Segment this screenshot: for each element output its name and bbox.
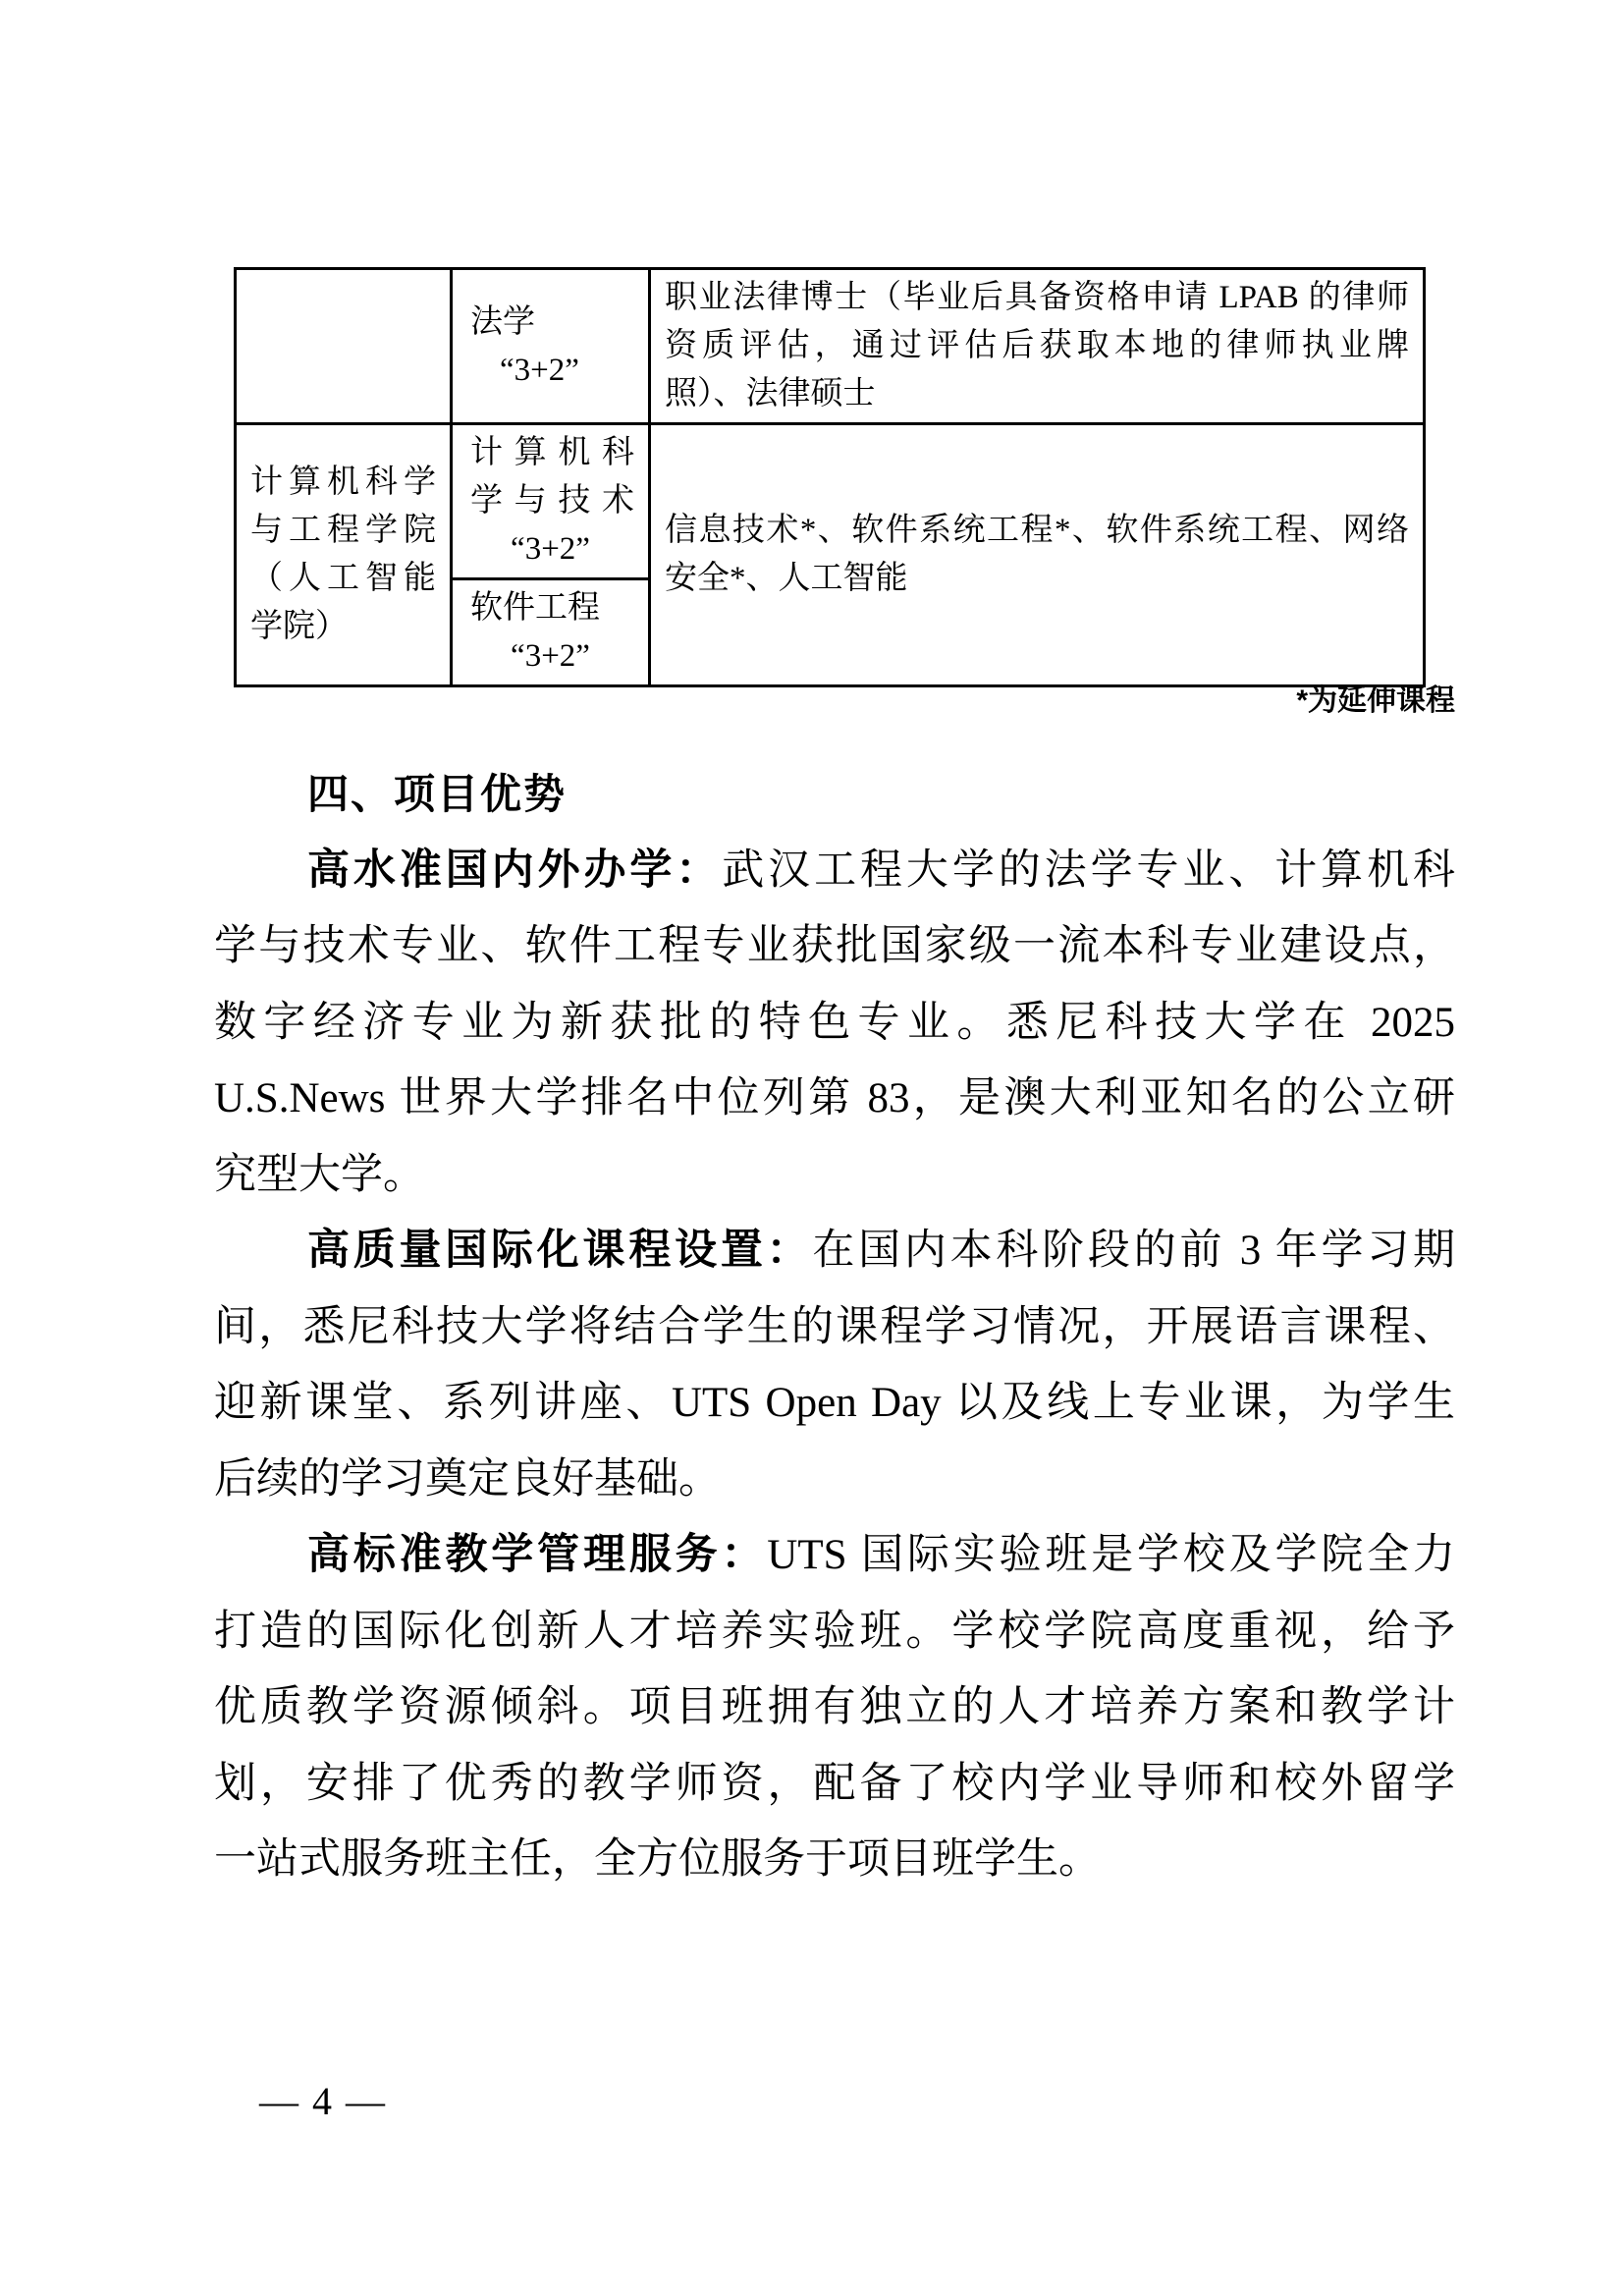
text-line: 软件工程: [470, 590, 600, 626]
body-line: [214, 833, 1455, 909]
paragraph-text: 迎新课堂、系列讲座、UTS Open Day 以及线上专业课，为学生: [214, 1380, 1455, 1426]
paragraph-text: 究型大学。: [214, 1151, 425, 1198]
section-body: [214, 756, 1455, 1898]
body-line: [214, 1061, 1455, 1137]
programs-table: [234, 267, 1426, 687]
paragraph-text: 划，安排了优秀的教学师资，配备了校内学业导师和校外留学: [214, 1760, 1455, 1807]
body-line: [214, 1213, 1455, 1289]
paragraph-lead: 高水准国内外办学：: [307, 846, 723, 894]
body-line: [214, 1442, 1455, 1518]
paragraph-text: 间，悉尼科技大学将结合学生的课程学习情况，开展语言课程、: [214, 1303, 1455, 1350]
paragraph-advantage-3: [214, 1517, 1455, 1898]
text-line: 学与技术: [470, 483, 634, 519]
text-line: 计算机科学: [250, 465, 436, 500]
paragraph-text: 打造的国际化创新人才培养实验班。学校学院高度重视，给予: [214, 1608, 1455, 1655]
college-text: [250, 459, 436, 651]
outcome-text: [665, 507, 1409, 603]
program-name: [466, 584, 634, 632]
text-line: 照）、法律硕士: [665, 376, 876, 411]
body-line: [214, 1822, 1455, 1898]
table-cell-program-law: [452, 269, 650, 424]
program-name: [466, 429, 634, 525]
table-cell-college-cs: [236, 424, 452, 686]
body-line: [214, 1594, 1455, 1670]
text-line: 法学: [470, 303, 535, 340]
paragraph-lead: 高质量国际化课程设置：: [307, 1227, 813, 1274]
paragraph-text: 优质教学资源倾斜。项目班拥有独立的人才培养方案和教学计: [214, 1684, 1455, 1730]
paragraph-text: 学与技术专业、软件工程专业获批国家级一流本科专业建设点，: [214, 923, 1455, 969]
body-line: [214, 908, 1455, 985]
paragraph-text: 一站式服务班主任，全方位服务于项目班学生。: [214, 1836, 1101, 1883]
body-line: [214, 1289, 1455, 1366]
paragraph-advantage-2: [214, 1213, 1455, 1517]
body-line: [214, 1137, 1455, 1214]
text-line: 信息技术*、软件系统工程*、软件系统工程、网络: [665, 513, 1409, 548]
body-line: [214, 1669, 1455, 1746]
paragraph-text: 数字经济专业为新获批的特色专业。悉尼科技大学在 2025: [214, 999, 1455, 1046]
table-cell-outcome-cs: [650, 424, 1425, 686]
section-heading: 四、项目优势: [307, 771, 568, 817]
paragraph-text: U.S.News 世界大学排名中位列第 83，是澳大利亚知名的公立研: [214, 1075, 1455, 1121]
text-line: 计算机科: [470, 435, 634, 470]
body-line: [214, 1365, 1455, 1442]
paragraph-text: 在国内本科阶段的前 3 年学习期: [812, 1228, 1456, 1274]
program-code: “3+2”: [500, 352, 579, 388]
body-line: [214, 1746, 1455, 1823]
paragraph-advantage-1: [214, 833, 1455, 1214]
program-code: “3+2”: [511, 531, 590, 567]
paragraph-text: UTS 国际实验班是学校及学院全力: [767, 1532, 1456, 1578]
table-cell-program-se: [452, 579, 650, 686]
program-name: [466, 299, 634, 347]
text-line: 学院）: [250, 609, 348, 644]
text-line: （人工智能: [250, 561, 436, 596]
paragraph-text: 武汉工程大学的法学专业、计算机科: [722, 847, 1455, 894]
text-line: 资质评估，通过评估后获取本地的律师执业牌: [665, 328, 1409, 363]
text-line: 与工程学院: [250, 513, 436, 548]
text-line: 安全*、人工智能: [665, 561, 908, 596]
table-footnote: *为延伸课程: [1296, 684, 1455, 717]
body-line: [214, 1517, 1455, 1594]
program-code: “3+2”: [511, 638, 590, 674]
table-cell-college-empty: [236, 269, 452, 424]
page-number: — 4 —: [259, 2079, 387, 2123]
paragraph-lead: 高标准教学管理服务：: [307, 1531, 768, 1578]
table-cell-outcome-law: [650, 269, 1425, 424]
outcome-text: [665, 274, 1409, 418]
text-line: 职业法律博士（毕业后具备资格申请 LPAB 的律师: [665, 280, 1409, 315]
body-line: [214, 985, 1455, 1062]
paragraph-text: 后续的学习奠定良好基础。: [214, 1455, 721, 1503]
table-cell-program-cs: [452, 424, 650, 579]
